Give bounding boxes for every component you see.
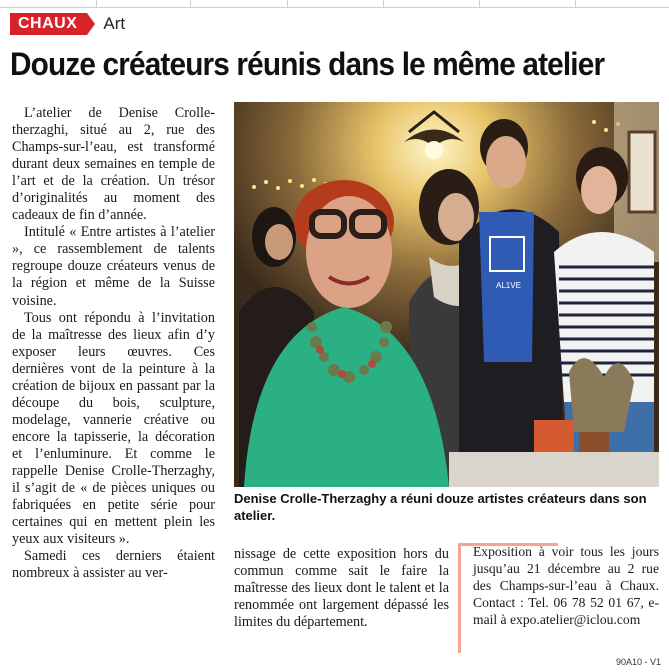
shirt-print: AL1VE	[496, 281, 521, 290]
paragraph: nissage de cette exposition hors du commun comme sait le faire la maîtresse des lieux dont le talent et la renommée ont largement dépassé les limites du département.	[234, 546, 449, 631]
rubric	[10, 13, 125, 35]
paragraph: Intitulé « Entre artistes à l’atelier », ce rassemblement de talents regroupe douze créateurs venus de la région et même de la Suisse voisine.	[12, 224, 215, 309]
location-tag: CHAUX	[10, 13, 87, 35]
top-rule	[0, 7, 669, 8]
info-box-text: Exposition à voir tous les jours jusqu’au 21 décembre au 2 rue des Champs-sur-l’eau à Chaux. Contact : Tel. 06 78 52 01 67, e-mail à expo.atelier@iclou.com	[473, 544, 659, 628]
paragraph: Tous ont répondu à l’invitation de la maîtresse des lieux afin d’y exposer leurs œuvres. Ces dernières vont de la peinture à la création de bijoux en passant par la découpe du bois, sculpture, modelage, vannerie créative ou encore la tapisserie, la décoration et l’enluminure. Et comme le rappelle Denise Crolle-Therzaghy, il s’agit de « de pièces uniques ou fabriquées en petite série pour certaines qui en mettent plein les yeux aux visiteurs ».	[12, 309, 215, 548]
page-code: 90A10 - V1	[615, 657, 661, 667]
article-photo	[234, 102, 659, 487]
paragraph: Samedi ces derniers étaient nombreux à assister au ver-	[12, 548, 215, 582]
body-column-1	[12, 105, 215, 582]
section-label: Art	[103, 14, 126, 33]
photo-caption: Denise Crolle-Therzaghy a réuni douze artistes créateurs dans son atelier.	[234, 491, 647, 523]
body-column-2	[234, 546, 449, 631]
info-box	[458, 543, 659, 653]
headline: Douze créateurs réunis dans le même atelier	[10, 46, 605, 82]
paragraph: L’atelier de Denise Crolle-therzaghi, situé au 2, rue des Champs-sur-l’eau, est transformé durant deux semaines en temple de l’art et de la création. Un trésor d’originalités au moment des cadeaux de fin d’année.	[12, 105, 215, 224]
info-box-accent-left	[458, 543, 461, 653]
